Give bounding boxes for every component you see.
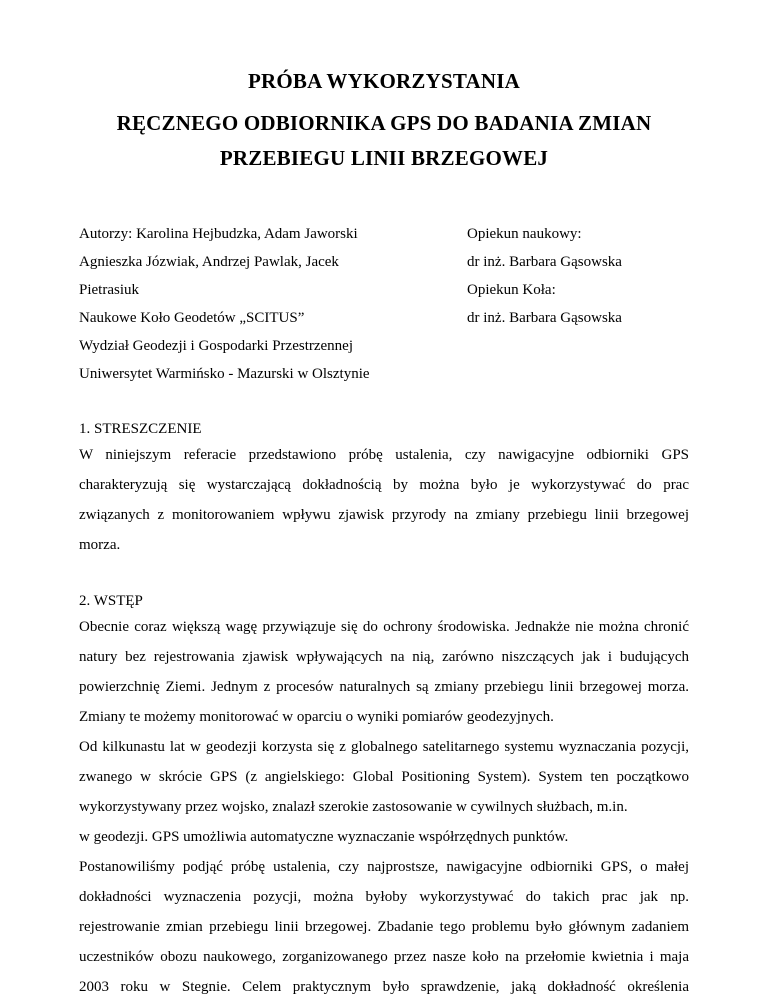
authors-line-1: Autorzy: Karolina Hejbudzka, Adam Jaworski (79, 226, 358, 242)
section-heading-introduction: 2. WSTĘP (79, 593, 143, 609)
supervisor-name-2: dr inż. Barbara Gąsowska (467, 310, 622, 326)
authors-line-6: Uniwersytet Warmińsko - Mazurski w Olsztynie (79, 366, 370, 382)
text-line: Od kilkunastu lat w geodezji korzysta się z globalnego satelitarnego systemu wyznaczania pozycji, (79, 739, 689, 755)
section-heading-summary: 1. STRESZCZENIE (79, 421, 202, 437)
title-line-2: RĘCZNEGO ODBIORNIKA GPS DO BADANIA ZMIAN (116, 111, 652, 135)
text-line: Zmiany te możemy monitorować w oparciu o wyniki pomiarów geodezyjnych. (79, 709, 554, 725)
supervisor-label-2: Opiekun Koła: (467, 282, 556, 298)
text-line: natury bez rejestrowania zjawisk wpływających na nią, zarówno niszczących jak i budujących (79, 649, 689, 665)
text-line: Postanowiliśmy podjąć próbę ustalenia, czy najprostsze, nawigacyjne odbiorniki GPS, o małej (79, 859, 689, 875)
text-line: uczestników obozu naukowego, zorganizowanego przez nasze koło na przełomie kwietnia i maja (79, 949, 689, 965)
supervisor-name-1: dr inż. Barbara Gąsowska (467, 254, 622, 270)
text-line: zwanego w skrócie GPS (z angielskiego: Global Positioning System). System ten początkowo (79, 769, 689, 785)
text-line: związanych z monitorowaniem wpływu zjawisk przyrody na zmiany przebiegu linii brzegowej (79, 507, 689, 523)
title-line-3: PRZEBIEGU LINII BRZEGOWEJ (219, 146, 549, 170)
authors-line-2: Agnieszka Józwiak, Andrzej Pawlak, Jacek (79, 254, 339, 270)
text-line: rejestrowanie zmian przebiegu linii brzegowej. Zbadanie tego problemu było głównym zadaniem (79, 919, 689, 935)
text-line: w geodezji. GPS umożliwia automatyczne wyznaczanie współrzędnych punktów. (79, 829, 569, 845)
authors-line-4: Naukowe Koło Geodetów „SCITUS” (79, 310, 305, 326)
text-line: morza. (79, 537, 121, 553)
introduction-paragraph (79, 612, 689, 1002)
authors-line-3: Pietrasiuk (79, 282, 139, 298)
title-line-1: PRÓBA WYKORZYSTANIA (248, 69, 520, 93)
text-line: dokładności wyznaczenia pozycji, można byłoby wykorzystywać do takich prac jak np. (79, 889, 689, 905)
summary-paragraph (79, 440, 689, 560)
text-line: Obecnie coraz większą wagę przywiązuje się do ochrony środowiska. Jednakże nie można chronić (79, 619, 689, 635)
text-line: 2003 roku w Stegnie. Celem praktycznym było sprawdzenie, jaką dokładność określenia (79, 979, 689, 995)
text-line: powierzchnię Ziemi. Jednym z procesów naturalnych są zmiany przebiegu linii brzegowej morza. (79, 679, 689, 695)
authors-line-5: Wydział Geodezji i Gospodarki Przestrzennej (79, 338, 353, 354)
text-line: wykorzystywany przez wojsko, znalazł szerokie zastosowanie w cywilnych służbach, m.in. (79, 799, 628, 815)
text-line: W niniejszym referacie przedstawiono próbę ustalenia, czy nawigacyjne odbiorniki GPS (79, 447, 689, 463)
text-line: charakteryzują się wystarczającą dokładnością by można było je wykorzystywać do prac (79, 477, 689, 493)
supervisor-label-1: Opiekun naukowy: (467, 226, 582, 242)
